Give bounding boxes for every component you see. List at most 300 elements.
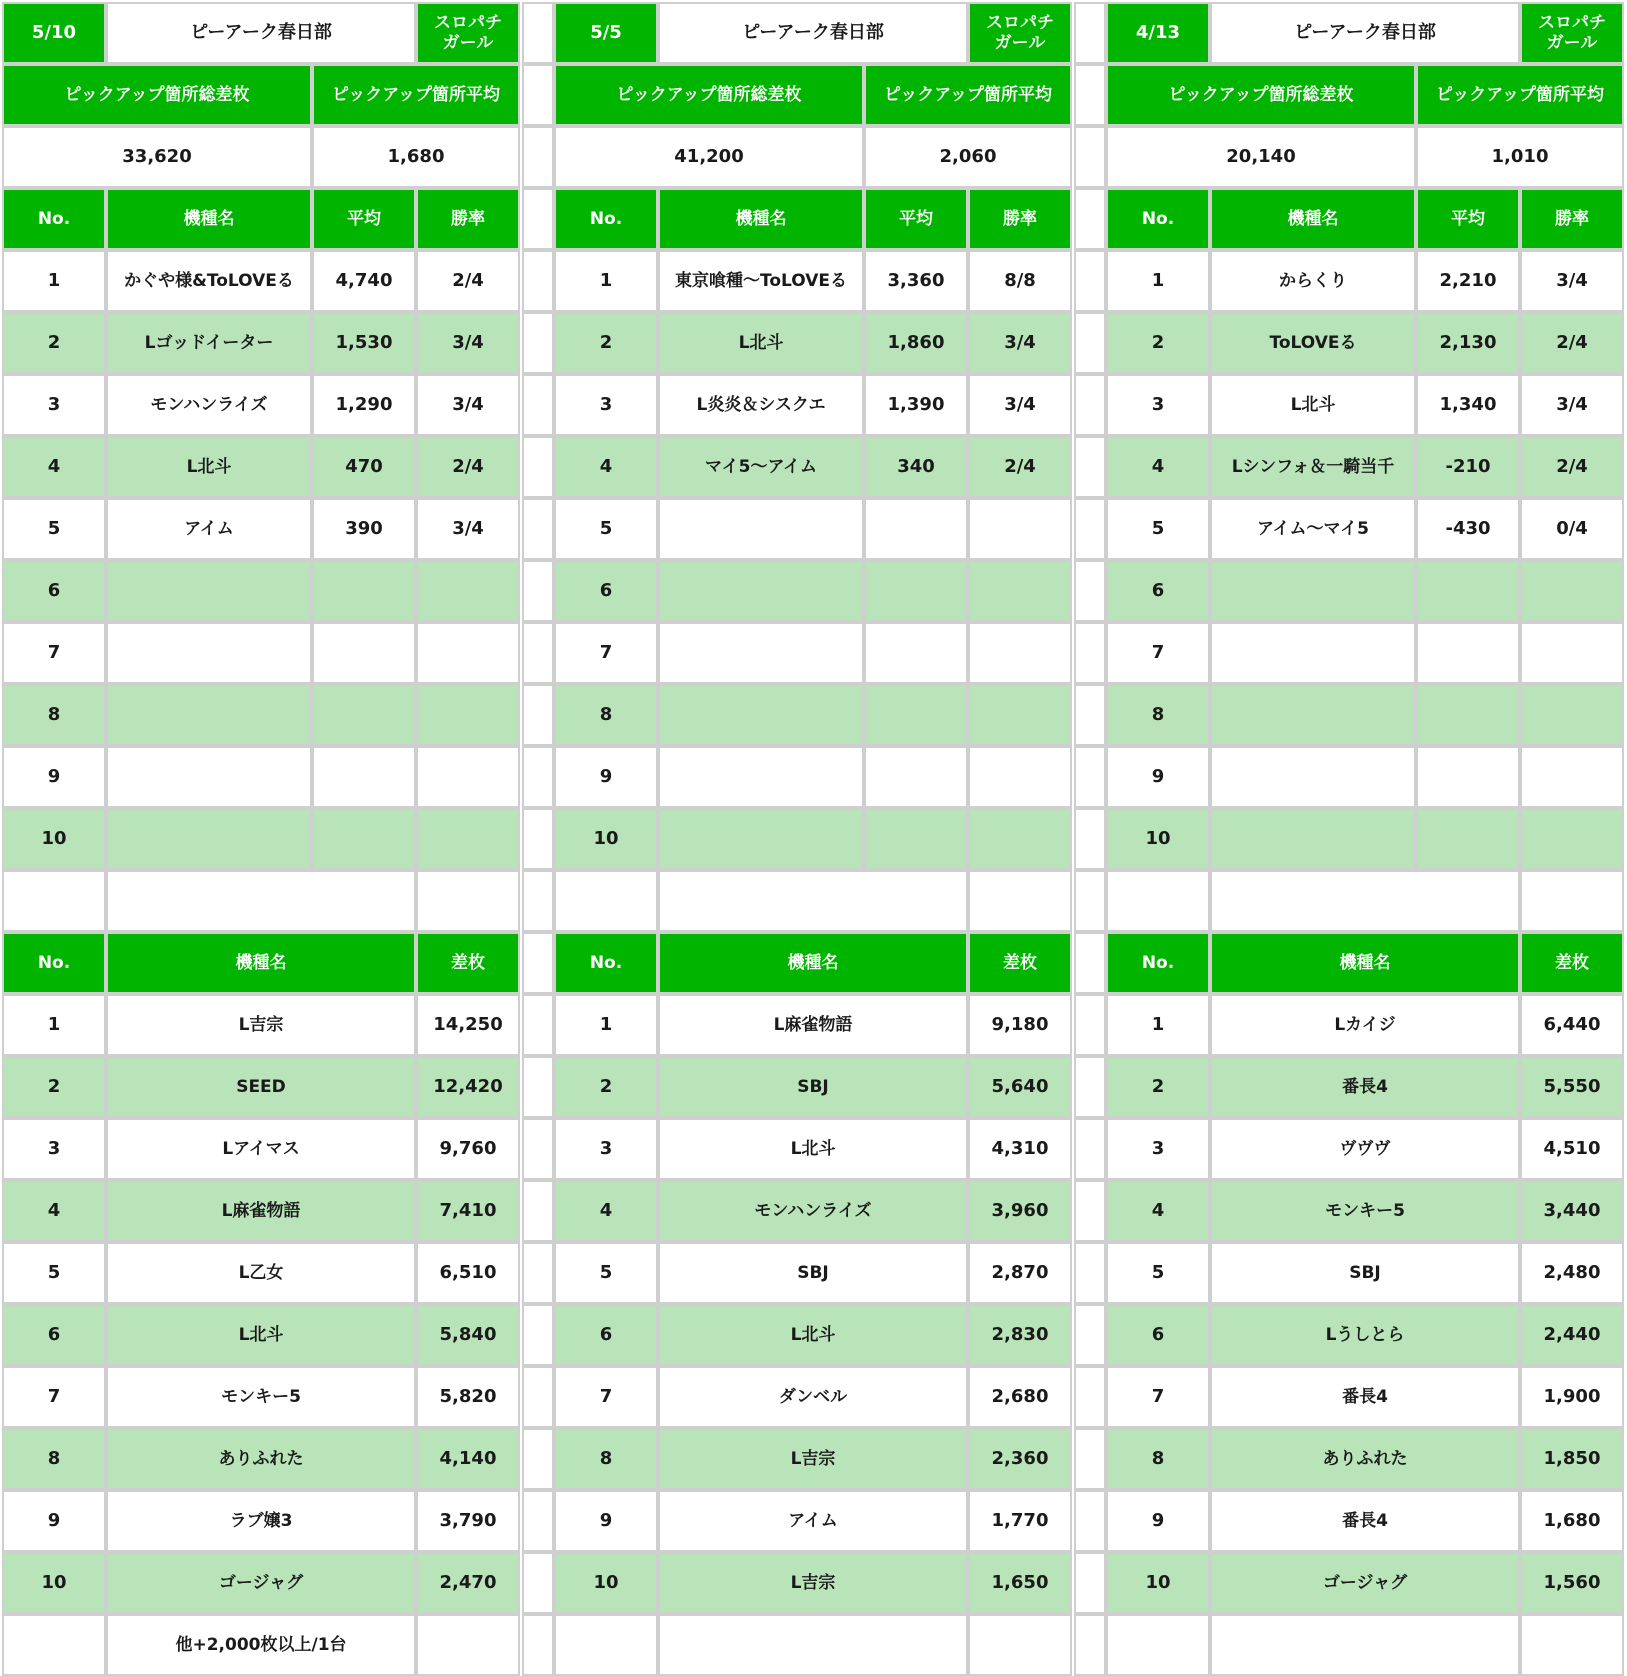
footer-cell [1106, 1614, 1210, 1676]
col-win-rate-header: 勝率 [1520, 188, 1624, 250]
panel-gap [522, 746, 554, 808]
footer-cell [968, 1614, 1072, 1676]
panel-gap [1074, 870, 1106, 932]
pickup-row-no: 6 [554, 560, 658, 622]
rank-row-no: 7 [554, 1366, 658, 1428]
rank-row-no: 6 [554, 1304, 658, 1366]
pickup-row-no: 1 [2, 250, 106, 312]
col-model-header: 機種名 [1210, 188, 1416, 250]
rank-row-diff: 1,680 [1520, 1490, 1624, 1552]
total-diff-header: ピックアップ箇所総差枚 [1106, 64, 1416, 126]
rank-row-no: 6 [2, 1304, 106, 1366]
pickup-row-win-rate: 2/4 [1520, 436, 1624, 498]
rank-row-no: 4 [1106, 1180, 1210, 1242]
pickup-row-average [312, 808, 416, 870]
rank-row-diff: 1,770 [968, 1490, 1072, 1552]
rank-row-no: 3 [1106, 1118, 1210, 1180]
pickup-row-model: L炎炎＆シスクエ [658, 374, 864, 436]
rank-row-model: ありふれた [1210, 1428, 1520, 1490]
rank-row-model: L北斗 [658, 1118, 968, 1180]
pickup-row-win-rate: 3/4 [416, 498, 520, 560]
pickup-row-model [106, 560, 312, 622]
panel-gap [522, 1552, 554, 1614]
pickup-row-no: 9 [2, 746, 106, 808]
pickup-row-average: 1,530 [312, 312, 416, 374]
panel-gap [1074, 1366, 1106, 1428]
pickup-row-average: 340 [864, 436, 968, 498]
pickup-row-model [658, 560, 864, 622]
spacer-cell [416, 870, 520, 932]
col-average-header: 平均 [864, 188, 968, 250]
slopachi-girl-label: スロパチ ガール [416, 2, 520, 64]
rank-row-no: 9 [554, 1490, 658, 1552]
pickup-row-average: 3,360 [864, 250, 968, 312]
rank-no-header: No. [2, 932, 106, 994]
pickup-row-no: 7 [554, 622, 658, 684]
panel-gap [1074, 808, 1106, 870]
pickup-row-average [312, 622, 416, 684]
rank-row-model: 番長4 [1210, 1366, 1520, 1428]
pickup-row-win-rate: 3/4 [1520, 374, 1624, 436]
pickup-row-no: 4 [1106, 436, 1210, 498]
pickup-row-no: 4 [554, 436, 658, 498]
pickup-row-no: 7 [2, 622, 106, 684]
pickup-row-no: 4 [2, 436, 106, 498]
date-cell: 5/10 [2, 2, 106, 64]
rank-row-no: 5 [554, 1242, 658, 1304]
rank-row-no: 8 [1106, 1428, 1210, 1490]
pickup-row-average [1416, 746, 1520, 808]
pickup-row-win-rate [968, 622, 1072, 684]
rank-row-model: L麻雀物語 [658, 994, 968, 1056]
rank-row-model: ありふれた [106, 1428, 416, 1490]
rank-row-no: 8 [2, 1428, 106, 1490]
spacer-cell [554, 870, 658, 932]
pickup-row-win-rate: 2/4 [1520, 312, 1624, 374]
pickup-row-win-rate: 2/4 [416, 250, 520, 312]
rank-row-diff: 4,510 [1520, 1118, 1624, 1180]
panel-gap [1074, 622, 1106, 684]
pickup-row-no: 5 [554, 498, 658, 560]
rank-row-diff: 2,440 [1520, 1304, 1624, 1366]
rank-row-no: 7 [2, 1366, 106, 1428]
rank-row-diff: 2,470 [416, 1552, 520, 1614]
rank-row-no: 10 [2, 1552, 106, 1614]
rank-row-no: 2 [1106, 1056, 1210, 1118]
rank-row-model: ヴヴヴ [1210, 1118, 1520, 1180]
rank-row-model: L乙女 [106, 1242, 416, 1304]
pickup-row-win-rate [968, 746, 1072, 808]
pickup-row-model [658, 684, 864, 746]
pickup-row-average [864, 746, 968, 808]
pickup-row-average: -430 [1416, 498, 1520, 560]
rank-row-diff: 7,410 [416, 1180, 520, 1242]
pickup-row-no: 8 [554, 684, 658, 746]
store-name: ピーアーク春日部 [1210, 2, 1520, 64]
footer-cell [2, 1614, 106, 1676]
panel-gap [1074, 2, 1106, 64]
pickup-row-no: 3 [2, 374, 106, 436]
avg-header: ピックアップ箇所平均 [312, 64, 520, 126]
pickup-row-model: Lシンフォ＆一騎当千 [1210, 436, 1416, 498]
rank-model-header: 機種名 [658, 932, 968, 994]
panel-gap [522, 374, 554, 436]
pickup-row-no: 1 [1106, 250, 1210, 312]
rank-row-model: SBJ [1210, 1242, 1520, 1304]
rank-row-diff: 6,440 [1520, 994, 1624, 1056]
rank-row-model: SBJ [658, 1056, 968, 1118]
pickup-row-no: 6 [1106, 560, 1210, 622]
rank-row-diff: 2,830 [968, 1304, 1072, 1366]
pickup-row-win-rate [968, 684, 1072, 746]
rank-row-model: SBJ [658, 1242, 968, 1304]
pickup-row-win-rate: 2/4 [968, 436, 1072, 498]
pickup-row-no: 1 [554, 250, 658, 312]
spacer-cell [1210, 870, 1520, 932]
pickup-row-win-rate: 3/4 [416, 312, 520, 374]
rank-row-no: 9 [1106, 1490, 1210, 1552]
total-diff-header: ピックアップ箇所総差枚 [2, 64, 312, 126]
pickup-row-no: 9 [554, 746, 658, 808]
rank-row-diff: 1,850 [1520, 1428, 1624, 1490]
rank-row-no: 2 [2, 1056, 106, 1118]
panel-gap [522, 250, 554, 312]
spacer-cell [658, 870, 968, 932]
rank-row-model: 番長4 [1210, 1056, 1520, 1118]
pickup-row-win-rate: 2/4 [416, 436, 520, 498]
rank-row-model: Lカイジ [1210, 994, 1520, 1056]
panel-gap [1074, 1118, 1106, 1180]
pickup-row-win-rate: 8/8 [968, 250, 1072, 312]
rank-no-header: No. [554, 932, 658, 994]
rank-row-diff: 5,640 [968, 1056, 1072, 1118]
pickup-row-average: -210 [1416, 436, 1520, 498]
col-no-header: No. [554, 188, 658, 250]
pickup-row-average [1416, 808, 1520, 870]
rank-row-no: 3 [2, 1118, 106, 1180]
pickup-row-model: L北斗 [658, 312, 864, 374]
panel-gap [522, 1180, 554, 1242]
rank-row-model: モンキー5 [1210, 1180, 1520, 1242]
pickup-row-model [658, 622, 864, 684]
avg-header: ピックアップ箇所平均 [864, 64, 1072, 126]
panel-gap [1074, 250, 1106, 312]
pickup-row-win-rate: 3/4 [968, 312, 1072, 374]
pickup-row-win-rate [968, 498, 1072, 560]
rank-diff-header: 差枚 [968, 932, 1072, 994]
pickup-row-model [1210, 684, 1416, 746]
pickup-row-average [864, 498, 968, 560]
pickup-row-model [658, 746, 864, 808]
pickup-row-win-rate [416, 808, 520, 870]
pickup-row-win-rate [1520, 808, 1624, 870]
pickup-row-average: 1,290 [312, 374, 416, 436]
pickup-row-average [864, 560, 968, 622]
pickup-row-model: からくり [1210, 250, 1416, 312]
pickup-row-model: アイム～マイ5 [1210, 498, 1416, 560]
panel-gap [522, 436, 554, 498]
total-diff-value: 41,200 [554, 126, 864, 188]
rank-row-diff: 3,790 [416, 1490, 520, 1552]
rank-row-diff: 12,420 [416, 1056, 520, 1118]
rank-row-diff: 1,560 [1520, 1552, 1624, 1614]
rank-no-header: No. [1106, 932, 1210, 994]
pickup-row-average [312, 560, 416, 622]
rank-model-header: 機種名 [106, 932, 416, 994]
rank-row-no: 4 [2, 1180, 106, 1242]
rank-row-diff: 3,960 [968, 1180, 1072, 1242]
pickup-row-win-rate [1520, 746, 1624, 808]
store-name: ピーアーク春日部 [658, 2, 968, 64]
rank-row-diff: 1,900 [1520, 1366, 1624, 1428]
rank-row-model: ゴージャグ [1210, 1552, 1520, 1614]
pickup-row-model: L北斗 [1210, 374, 1416, 436]
pickup-row-win-rate [416, 746, 520, 808]
avg-value: 1,010 [1416, 126, 1624, 188]
panel-gap [1074, 1242, 1106, 1304]
panel-gap [1074, 560, 1106, 622]
pickup-row-win-rate [1520, 560, 1624, 622]
spacer-cell [106, 870, 416, 932]
rank-row-model: L吉宗 [106, 994, 416, 1056]
rank-row-no: 10 [554, 1552, 658, 1614]
rank-row-no: 8 [554, 1428, 658, 1490]
rank-row-model: Lアイマス [106, 1118, 416, 1180]
rank-row-diff: 5,840 [416, 1304, 520, 1366]
panel-gap [522, 622, 554, 684]
panel-gap [522, 1614, 554, 1676]
rank-model-header: 機種名 [1210, 932, 1520, 994]
pickup-row-win-rate [968, 560, 1072, 622]
panel-gap [522, 1056, 554, 1118]
pickup-row-model: ToLOVEる [1210, 312, 1416, 374]
rank-row-diff: 9,760 [416, 1118, 520, 1180]
rank-row-model: L吉宗 [658, 1428, 968, 1490]
panel-gap [522, 1428, 554, 1490]
pickup-row-no: 3 [1106, 374, 1210, 436]
pickup-row-win-rate: 3/4 [1520, 250, 1624, 312]
pickup-row-model [1210, 622, 1416, 684]
rank-row-no: 1 [2, 994, 106, 1056]
pickup-row-average: 2,210 [1416, 250, 1520, 312]
pickup-row-model [658, 808, 864, 870]
panel-gap [1074, 684, 1106, 746]
spacer-cell [968, 870, 1072, 932]
pickup-row-no: 6 [2, 560, 106, 622]
pickup-row-win-rate [1520, 684, 1624, 746]
pickup-row-average: 390 [312, 498, 416, 560]
rank-row-diff: 2,680 [968, 1366, 1072, 1428]
pickup-row-average [1416, 622, 1520, 684]
pickup-row-average: 2,130 [1416, 312, 1520, 374]
panel-gap [1074, 1428, 1106, 1490]
panel-gap [522, 684, 554, 746]
rank-row-model: ダンベル [658, 1366, 968, 1428]
rank-row-model: L吉宗 [658, 1552, 968, 1614]
panel-gap [1074, 126, 1106, 188]
rank-row-no: 10 [1106, 1552, 1210, 1614]
pickup-row-model: マイ5～アイム [658, 436, 864, 498]
panel-gap [1074, 932, 1106, 994]
panel-gap [1074, 1490, 1106, 1552]
pickup-row-average [864, 808, 968, 870]
pickup-row-no: 2 [554, 312, 658, 374]
rank-row-no: 1 [1106, 994, 1210, 1056]
pickup-row-win-rate [1520, 622, 1624, 684]
pickup-row-average: 1,860 [864, 312, 968, 374]
pickup-row-no: 10 [1106, 808, 1210, 870]
panel-gap [522, 64, 554, 126]
panel-gap [522, 126, 554, 188]
pickup-row-no: 2 [2, 312, 106, 374]
rank-row-no: 7 [1106, 1366, 1210, 1428]
pickup-row-win-rate [968, 808, 1072, 870]
footer-cell [416, 1614, 520, 1676]
pickup-row-model [658, 498, 864, 560]
rank-row-no: 6 [1106, 1304, 1210, 1366]
col-no-header: No. [2, 188, 106, 250]
pickup-row-average: 1,340 [1416, 374, 1520, 436]
pickup-row-no: 5 [1106, 498, 1210, 560]
panel-gap [1074, 746, 1106, 808]
pickup-row-average [864, 622, 968, 684]
footer-note: 他+2,000枚以上/1台 [106, 1614, 416, 1676]
rank-row-diff: 9,180 [968, 994, 1072, 1056]
pickup-row-model: アイム [106, 498, 312, 560]
rank-row-diff: 6,510 [416, 1242, 520, 1304]
pickup-row-no: 9 [1106, 746, 1210, 808]
pickup-row-no: 2 [1106, 312, 1210, 374]
pickup-row-model: かぐや様&ToLOVEる [106, 250, 312, 312]
rank-row-no: 5 [2, 1242, 106, 1304]
pickup-row-average: 4,740 [312, 250, 416, 312]
pickup-row-win-rate [416, 560, 520, 622]
rank-row-diff: 1,650 [968, 1552, 1072, 1614]
panel-gap [522, 2, 554, 64]
rank-row-model: SEED [106, 1056, 416, 1118]
pickup-row-model [106, 684, 312, 746]
rank-row-diff: 4,310 [968, 1118, 1072, 1180]
rank-row-model: L麻雀物語 [106, 1180, 416, 1242]
panel-gap [1074, 1056, 1106, 1118]
footer-cell [554, 1614, 658, 1676]
pickup-row-model [1210, 560, 1416, 622]
pickup-row-no: 3 [554, 374, 658, 436]
total-diff-value: 20,140 [1106, 126, 1416, 188]
pickup-row-average [1416, 560, 1520, 622]
rank-row-diff: 2,480 [1520, 1242, 1624, 1304]
pickup-row-win-rate: 0/4 [1520, 498, 1624, 560]
pickup-row-no: 10 [554, 808, 658, 870]
panel-gap [1074, 64, 1106, 126]
rank-row-no: 2 [554, 1056, 658, 1118]
rank-row-diff: 5,550 [1520, 1056, 1624, 1118]
panel-gap [522, 932, 554, 994]
rank-row-model: アイム [658, 1490, 968, 1552]
date-cell: 5/5 [554, 2, 658, 64]
total-diff-header: ピックアップ箇所総差枚 [554, 64, 864, 126]
pickup-row-model [1210, 808, 1416, 870]
pickup-row-model [106, 808, 312, 870]
panel-gap [1074, 436, 1106, 498]
col-win-rate-header: 勝率 [968, 188, 1072, 250]
rank-row-no: 4 [554, 1180, 658, 1242]
panel-gap [1074, 1304, 1106, 1366]
panel-gap [522, 808, 554, 870]
pickup-row-model: モンハンライズ [106, 374, 312, 436]
slopachi-girl-label: スロパチ ガール [968, 2, 1072, 64]
pickup-row-win-rate [416, 684, 520, 746]
panel-gap [522, 312, 554, 374]
panel-gap [522, 188, 554, 250]
avg-value: 1,680 [312, 126, 520, 188]
rank-row-diff: 5,820 [416, 1366, 520, 1428]
panel-gap [1074, 498, 1106, 560]
pickup-row-average: 470 [312, 436, 416, 498]
footer-cell [1520, 1614, 1624, 1676]
rank-diff-header: 差枚 [416, 932, 520, 994]
pickup-row-model: L北斗 [106, 436, 312, 498]
panel-gap [1074, 374, 1106, 436]
panel-gap [522, 870, 554, 932]
panel-gap [522, 498, 554, 560]
pickup-row-model: Lゴッドイーター [106, 312, 312, 374]
spacer-cell [1106, 870, 1210, 932]
panel-gap [1074, 1552, 1106, 1614]
rank-row-diff: 2,870 [968, 1242, 1072, 1304]
panel-gap [522, 1242, 554, 1304]
store-name: ピーアーク春日部 [106, 2, 416, 64]
panel-gap [1074, 1180, 1106, 1242]
rank-row-model: 番長4 [1210, 1490, 1520, 1552]
pickup-row-model [106, 746, 312, 808]
rank-row-no: 1 [554, 994, 658, 1056]
panel-gap [522, 1490, 554, 1552]
avg-value: 2,060 [864, 126, 1072, 188]
panel-gap [522, 1366, 554, 1428]
rank-row-model: ゴージャグ [106, 1552, 416, 1614]
panel-gap [522, 560, 554, 622]
rank-row-model: ラブ嬢3 [106, 1490, 416, 1552]
footer-note [658, 1614, 968, 1676]
rank-row-diff: 14,250 [416, 994, 520, 1056]
pickup-row-no: 7 [1106, 622, 1210, 684]
rank-row-diff: 2,360 [968, 1428, 1072, 1490]
col-win-rate-header: 勝率 [416, 188, 520, 250]
panel-gap [522, 1304, 554, 1366]
rank-row-no: 5 [1106, 1242, 1210, 1304]
col-average-header: 平均 [312, 188, 416, 250]
rank-row-model: L北斗 [106, 1304, 416, 1366]
footer-note [1210, 1614, 1520, 1676]
pickup-row-average [1416, 684, 1520, 746]
total-diff-value: 33,620 [2, 126, 312, 188]
pickup-row-average: 1,390 [864, 374, 968, 436]
pickup-row-win-rate: 3/4 [416, 374, 520, 436]
rank-row-no: 3 [554, 1118, 658, 1180]
pickup-row-no: 10 [2, 808, 106, 870]
rank-diff-header: 差枚 [1520, 932, 1624, 994]
pickup-row-win-rate [416, 622, 520, 684]
slopachi-girl-label: スロパチ ガール [1520, 2, 1624, 64]
col-no-header: No. [1106, 188, 1210, 250]
rank-row-diff: 4,140 [416, 1428, 520, 1490]
panel-gap [1074, 994, 1106, 1056]
rank-row-model: L北斗 [658, 1304, 968, 1366]
rank-row-model: Lうしとら [1210, 1304, 1520, 1366]
panel-gap [522, 994, 554, 1056]
spacer-cell [2, 870, 106, 932]
